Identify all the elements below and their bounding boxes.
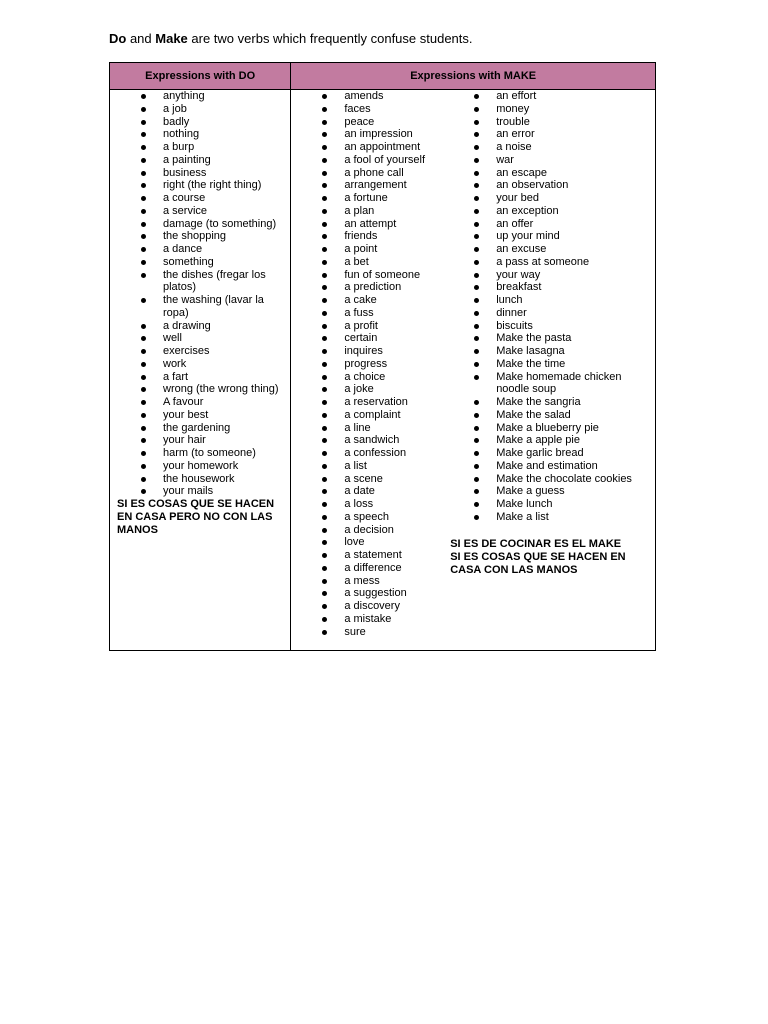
make-list-item: a prediction <box>291 281 443 294</box>
make-list-item: a complaint <box>291 409 443 422</box>
make-columns <box>291 90 655 638</box>
make-list-item: a pass at someone <box>443 256 655 269</box>
make-list-item: a reservation <box>291 396 443 409</box>
make-list-item: Make lunch <box>443 498 655 511</box>
table-body-row <box>110 90 656 651</box>
make-list-item: an escape <box>443 167 655 180</box>
intro-rest: are two verbs which frequently confuse students. <box>187 31 473 46</box>
make-list-item: a point <box>291 243 443 256</box>
make-list-item: money <box>443 103 655 116</box>
make-list-item: Make a blueberry pie <box>443 422 655 435</box>
make-list-item: a list <box>291 460 443 473</box>
do-list-item: the dishes (fregar los platos) <box>110 269 290 295</box>
do-list-item: a burp <box>110 141 290 154</box>
make-list-item: an appointment <box>291 141 443 154</box>
do-list-item: a fart <box>110 371 290 384</box>
make-note-line1: SI ES DE COCINAR ES EL MAKE <box>450 537 622 550</box>
make-list-item: an error <box>443 128 655 141</box>
do-list-item: exercises <box>110 345 290 358</box>
do-list <box>110 90 290 498</box>
make-list-item: inquires <box>291 345 443 358</box>
make-list-item: trouble <box>443 116 655 129</box>
make-list-item: Make lasagna <box>443 345 655 358</box>
make-list-item: peace <box>291 116 443 129</box>
intro-do-word: Do <box>109 31 127 46</box>
make-list-item: an offer <box>443 218 655 231</box>
make-list-item: a fool of yourself <box>291 154 443 167</box>
make-list-item: a choice <box>291 371 443 384</box>
do-note: SI ES COSAS QUE SE HACEN EN CASA PERO NO CON LAS MANOS <box>117 498 275 536</box>
make-list-item: breakfast <box>443 281 655 294</box>
make-cell <box>291 90 656 651</box>
make-list-item: amends <box>291 90 443 103</box>
do-list-item: A favour <box>110 396 290 409</box>
make-list-item: a suggestion <box>291 587 443 600</box>
do-list-item: the washing (lavar la ropa) <box>110 294 290 320</box>
make-list-item: a loss <box>291 498 443 511</box>
do-list-item: work <box>110 358 290 371</box>
make-list-item: faces <box>291 103 443 116</box>
do-list-item: your mails <box>110 485 290 498</box>
make-list-item: lunch <box>443 294 655 307</box>
do-list-item: a drawing <box>110 320 290 333</box>
make-list-item: a fortune <box>291 192 443 205</box>
do-list-item: nothing <box>110 128 290 141</box>
do-list-item: business <box>110 167 290 180</box>
expressions-table <box>109 62 656 651</box>
make-list-item: arrangement <box>291 179 443 192</box>
make-list-item: a cake <box>291 294 443 307</box>
make-list-item: a speech <box>291 511 443 524</box>
make-list-item: a plan <box>291 205 443 218</box>
header-make: Expressions with MAKE <box>291 63 656 90</box>
do-list-item: damage (to something) <box>110 218 290 231</box>
make-list-item: up your mind <box>443 230 655 243</box>
make-list-item: progress <box>291 358 443 371</box>
intro-and-word: and <box>126 31 156 46</box>
make-list-item: a line <box>291 422 443 435</box>
make-list-item: Make a list <box>443 511 655 524</box>
make-list-item: a scene <box>291 473 443 486</box>
do-list-item: a painting <box>110 154 290 167</box>
make-list-item: a phone call <box>291 167 443 180</box>
make-list-item: dinner <box>443 307 655 320</box>
do-list-item: your hair <box>110 434 290 447</box>
do-list-item: your homework <box>110 460 290 473</box>
make-list-item: friends <box>291 230 443 243</box>
make-right-column <box>443 90 655 638</box>
do-list-item: well <box>110 332 290 345</box>
make-list-item: an impression <box>291 128 443 141</box>
make-list-item: a decision <box>291 524 443 537</box>
make-note <box>443 524 655 577</box>
make-list-item: a joke <box>291 383 443 396</box>
make-list-item: an attempt <box>291 218 443 231</box>
make-list-item: a date <box>291 485 443 498</box>
do-list-item: badly <box>110 116 290 129</box>
make-list-item: a confession <box>291 447 443 460</box>
do-list-item: your best <box>110 409 290 422</box>
make-list-item: a statement <box>291 549 443 562</box>
make-list-item: Make the sangria <box>443 396 655 409</box>
do-list-item: the gardening <box>110 422 290 435</box>
make-list-item: your way <box>443 269 655 282</box>
make-list-item: a sandwich <box>291 434 443 447</box>
make-list-item: a profit <box>291 320 443 333</box>
do-cell <box>110 90 291 651</box>
header-do: Expressions with DO <box>110 63 291 90</box>
make-left-column <box>291 90 443 638</box>
make-list-item: a difference <box>291 562 443 575</box>
table-header-row <box>110 63 656 90</box>
intro-make-word: Make <box>155 31 188 46</box>
make-list-item: an effort <box>443 90 655 103</box>
make-list-item: Make the pasta <box>443 332 655 345</box>
make-list-item: an excuse <box>443 243 655 256</box>
make-list-item: a mess <box>291 575 443 588</box>
make-list-item: a noise <box>443 141 655 154</box>
make-list-item: a bet <box>291 256 443 269</box>
make-list-item: Make a guess <box>443 485 655 498</box>
make-list-item: a fuss <box>291 307 443 320</box>
intro-sentence <box>109 31 473 47</box>
make-list-item: Make a apple pie <box>443 434 655 447</box>
make-list-item: your bed <box>443 192 655 205</box>
do-list-item: the housework <box>110 473 290 486</box>
make-list-item: Make and estimation <box>443 460 655 473</box>
make-list-item: Make homemade chicken noodle soup <box>443 371 655 397</box>
do-list-item: the shopping <box>110 230 290 243</box>
do-list-item: right (the right thing) <box>110 179 290 192</box>
make-list-item: fun of someone <box>291 269 443 282</box>
do-list-item: a course <box>110 192 290 205</box>
do-list-item: something <box>110 256 290 269</box>
do-list-item: wrong (the wrong thing) <box>110 383 290 396</box>
do-list-item: a service <box>110 205 290 218</box>
make-list-item: certain <box>291 332 443 345</box>
make-list-item: a mistake <box>291 613 443 626</box>
make-list-item: sure <box>291 626 443 639</box>
do-list-item: anything <box>110 90 290 103</box>
do-list-item: harm (to someone) <box>110 447 290 460</box>
make-list-right <box>443 90 655 524</box>
make-list-item: a discovery <box>291 600 443 613</box>
make-list-item: Make the time <box>443 358 655 371</box>
make-list-item: an exception <box>443 205 655 218</box>
make-list-item: Make garlic bread <box>443 447 655 460</box>
do-list-item: a dance <box>110 243 290 256</box>
make-list-item: love <box>291 536 443 549</box>
do-list-item: a job <box>110 103 290 116</box>
make-list-item: Make the chocolate cookies <box>443 473 655 486</box>
make-list-item: an observation <box>443 179 655 192</box>
make-list-item: biscuits <box>443 320 655 333</box>
make-note-line2: SI ES COSAS QUE SE HACEN EN CASA CON LAS MANOS <box>450 550 626 576</box>
make-list-item: war <box>443 154 655 167</box>
make-list-left <box>291 90 443 638</box>
make-list-item: Make the salad <box>443 409 655 422</box>
